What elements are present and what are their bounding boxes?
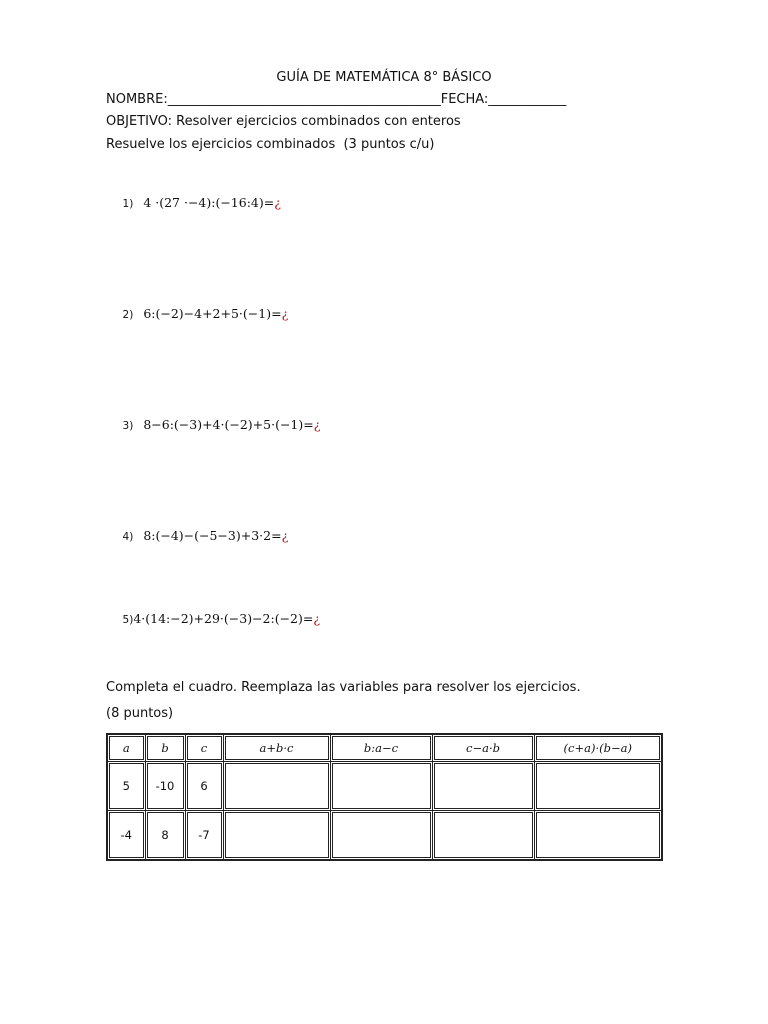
cell-c: 6 [185, 762, 223, 811]
exercise-5 [106, 596, 320, 642]
exercise-expression [143, 528, 288, 543]
question-mark: ¿ [274, 195, 281, 210]
exercise-number: 3) [122, 420, 134, 432]
cell-a: 5 [107, 762, 145, 811]
question-mark: ¿ [313, 611, 321, 626]
expression-text: 8−6:(−3)+4·(−2)+5·(−1)= [143, 417, 314, 432]
table-row [107, 762, 662, 811]
header-expr-2: b:a−c [330, 734, 432, 762]
exercise-number: 5) [122, 614, 134, 626]
instruction-text: Resuelve los ejercicios combinados (3 puntos c/u) [106, 137, 435, 152]
table-points: (8 puntos) [106, 706, 174, 721]
cell-b: 8 [145, 811, 185, 861]
header-expr-1: a+b·c [223, 734, 330, 762]
name-date-line[interactable]: NOMBRE:__________________________________________FECHA:____________ [106, 92, 567, 107]
table-header-row [107, 734, 662, 762]
header-b: b [145, 734, 185, 762]
exercise-expression [143, 417, 320, 432]
exercise-1 [106, 180, 281, 226]
header-expr-3: c−a·b [432, 734, 534, 762]
expression-text: 4 ·(27 ·−4):(−16:4)= [143, 195, 275, 210]
objective-text: OBJETIVO: Resolver ejercicios combinados con enteros [106, 114, 461, 129]
variables-table [106, 733, 663, 861]
exercise-3 [106, 402, 320, 448]
answer-cell[interactable] [432, 762, 534, 811]
exercise-number: 4) [122, 531, 134, 543]
exercise-expression [143, 195, 281, 210]
question-mark: ¿ [313, 417, 321, 432]
header-expr-4: (c+a)·(b−a) [534, 734, 662, 762]
answer-cell[interactable] [432, 811, 534, 861]
exercise-4 [106, 513, 288, 559]
header-c: c [185, 734, 223, 762]
answer-cell[interactable] [330, 811, 432, 861]
page-title: GUÍA DE MATEMÁTICA 8° BÁSICO [276, 70, 492, 85]
question-mark: ¿ [281, 528, 289, 543]
answer-cell[interactable] [534, 811, 662, 861]
cell-a: -4 [107, 811, 145, 861]
question-mark: ¿ [281, 306, 289, 321]
exercise-2 [106, 291, 288, 337]
exercise-expression [143, 306, 288, 321]
expression-text: 6:(−2)−4+2+5·(−1)= [143, 306, 282, 321]
cell-b: -10 [145, 762, 185, 811]
exercise-number: 2) [122, 309, 134, 321]
expression-text: 4·(14:−2)+29·(−3)−2:(−2)= [133, 611, 314, 626]
header-a: a [107, 734, 145, 762]
answer-cell[interactable] [223, 811, 330, 861]
exercise-number: 1) [122, 198, 134, 210]
table-row [107, 811, 662, 861]
expression-text: 8:(−4)−(−5−3)+3·2= [143, 528, 282, 543]
exercise-expression [133, 611, 320, 626]
cell-c: -7 [185, 811, 223, 861]
answer-cell[interactable] [223, 762, 330, 811]
answer-cell[interactable] [330, 762, 432, 811]
table-instruction: Completa el cuadro. Reemplaza las variables para resolver los ejercicios. [106, 680, 581, 695]
answer-cell[interactable] [534, 762, 662, 811]
